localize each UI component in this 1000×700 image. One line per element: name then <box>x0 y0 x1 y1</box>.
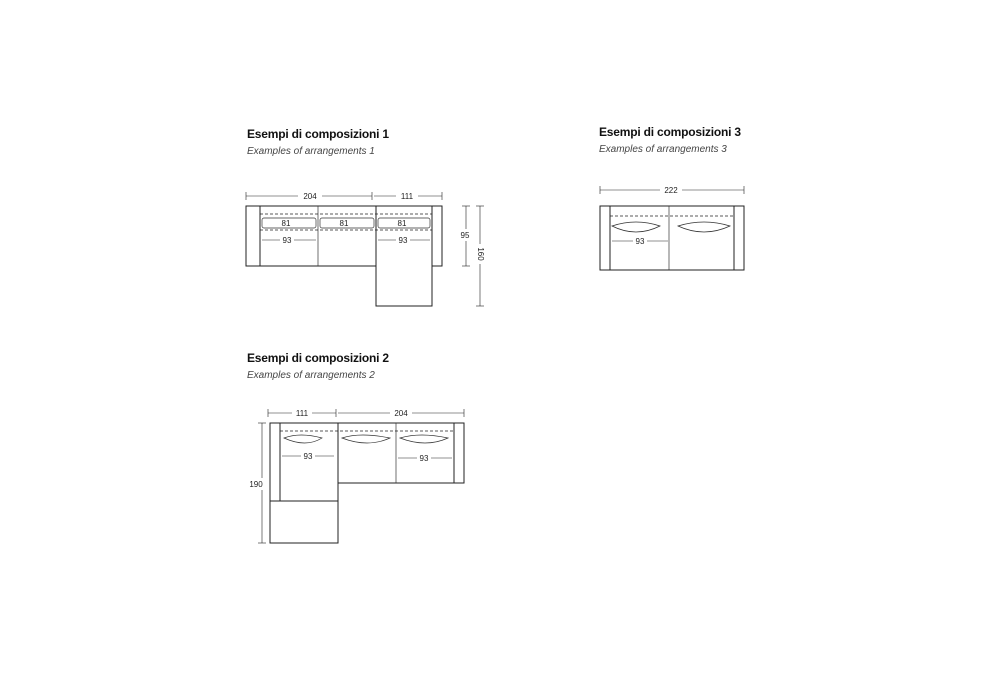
comp2-width-chaise-label: 111 <box>295 409 309 418</box>
comp2-width-main-dimension <box>338 407 464 418</box>
comp1-width-chaise-dimension <box>374 190 442 201</box>
comp1-seat-b-label: 93 <box>398 236 408 245</box>
comp1-seat-b-dimension <box>378 235 430 245</box>
composition-1-drawing <box>246 190 486 306</box>
comp1-cushion-a-label: 81 <box>281 219 291 228</box>
comp1-seat-a-label: 93 <box>282 236 292 245</box>
composition-3-subtitle: Examples of arrangements 3 <box>599 144 727 155</box>
composition-2-subtitle: Examples of arrangements 2 <box>247 370 375 381</box>
composition-2-title: Esempi di composizioni 2 <box>247 351 389 365</box>
comp1-depth-chaise-dimension <box>475 206 486 306</box>
comp2-width-chaise-dimension <box>268 407 336 418</box>
composition-3-title: Esempi di composizioni 3 <box>599 125 741 139</box>
comp2-sofa-outline <box>270 423 464 543</box>
composition-1-subtitle: Examples of arrangements 1 <box>247 146 375 157</box>
comp2-seat-b-dimension <box>398 453 452 463</box>
comp2-seat-b-label: 93 <box>419 454 429 463</box>
comp3-width-total-dimension <box>600 184 744 195</box>
comp1-cushion-b-label: 81 <box>339 219 349 228</box>
composition-3-drawing <box>600 184 744 270</box>
composition-2-drawing <box>248 407 464 543</box>
comp3-sofa-outline <box>600 206 744 270</box>
composition-1-title: Esempi di composizioni 1 <box>247 127 389 141</box>
comp2-seat-a-label: 93 <box>303 452 313 461</box>
comp2-width-main-label: 204 <box>394 409 408 418</box>
comp2-seat-a-dimension <box>282 451 334 461</box>
comp3-width-total-label: 222 <box>664 186 678 195</box>
comp1-width-main-dimension <box>246 190 372 201</box>
comp1-width-main-label: 204 <box>303 192 317 201</box>
comp1-sofa-outline <box>246 206 442 306</box>
comp1-width-chaise-label: 111 <box>400 192 414 201</box>
comp1-depth-seat-label: 95 <box>460 231 470 240</box>
comp1-seat-a-dimension <box>262 235 316 245</box>
comp1-cushion-c-label: 81 <box>397 219 407 228</box>
comp2-depth-chaise-label: 190 <box>249 480 263 489</box>
comp3-seat-a-dimension <box>612 236 668 246</box>
comp3-seat-a-label: 93 <box>635 237 645 246</box>
comp1-depth-seat-dimension <box>457 206 475 266</box>
comp2-depth-chaise-dimension <box>248 423 266 543</box>
comp1-depth-chaise-label: 160 <box>476 247 485 261</box>
